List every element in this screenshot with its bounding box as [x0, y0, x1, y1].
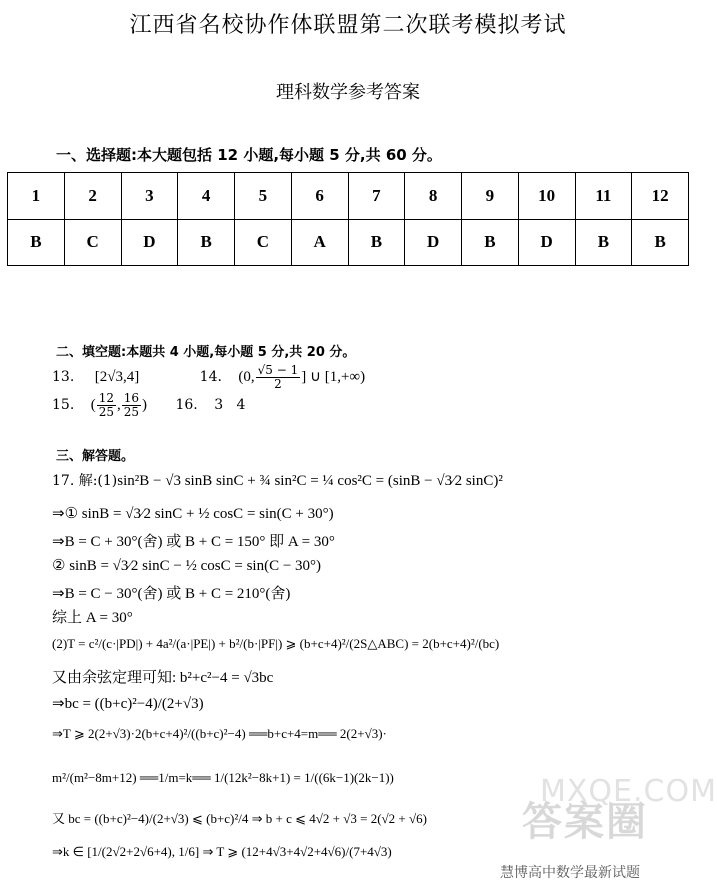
question-number: 2 [64, 173, 121, 220]
question-number: 9 [462, 173, 519, 220]
solution-line-8: 又由余弦定理可知: b²+c²−4 = √3bc [52, 670, 274, 686]
answer-choice: C [235, 219, 292, 266]
page-subtitle: 理科数学参考答案 [276, 82, 420, 103]
answer-choice: B [575, 219, 632, 266]
q13-number: 13. [52, 369, 75, 386]
question-number: 6 [291, 173, 348, 220]
question-number: 5 [235, 173, 292, 220]
answer-choice: B [462, 219, 519, 266]
solution-line-2: ⇒① sinB = √3⁄2 sinC + ½ cosC = sin(C + 30°) [52, 506, 334, 522]
q15-fraction-a [97, 392, 116, 418]
q14-answer-close: ] ∪ [1,+∞) [301, 369, 366, 386]
answer-choice: D [121, 219, 178, 266]
q14-fraction-numerator: √5 − 1 [257, 363, 299, 377]
solution-math: sin²B − √3 sinB sinC + ¾ sin²C = ¼ cos²C = (sinB − √3⁄2 sinC)² [117, 473, 503, 489]
q15-a-denominator: 25 [98, 404, 114, 419]
solution-line-9: ⇒bc = ((b+c)²−4)/(2+√3) [52, 696, 204, 712]
q16-answer: 3 4 [214, 397, 246, 414]
q15-fraction-b [122, 392, 141, 418]
answer-table-answer-row [8, 219, 689, 266]
q13-answer: [2√3,4] [94, 369, 140, 386]
fill-in-row-2: 15. ( $\frac{12}{25}$ , $\frac{16}{25}$ ) 16. 3 4 [52, 391, 246, 419]
question-number: 7 [348, 173, 405, 220]
question-number: 3 [121, 173, 178, 220]
solution-line-11: m²/(m²−8m+12) ══1/m=k══ 1/(12k²−8k+1) = 1/((6k−1)(2k−1)) [52, 770, 394, 785]
question-number: 12 [632, 173, 689, 220]
q15-number: 15. [52, 397, 75, 414]
section3-heading: 三、解答题。 [56, 449, 135, 464]
answer-table [7, 172, 689, 266]
answer-choice: D [405, 219, 462, 266]
q14-answer-open: (0, [238, 369, 255, 386]
answer-choice: B [348, 219, 405, 266]
watermark-logo: 答案圈 [522, 799, 648, 845]
q15-a-numerator: 12 [98, 391, 114, 405]
solution-line-12: 又 bc = ((b+c)²−4)/(2+√3) ⩽ (b+c)²/4 ⇒ b + c ⩽ 4√2 + √3 = 2(√2 + √6) [52, 811, 427, 826]
answer-choice: A [291, 219, 348, 266]
watermark-site: MXQE.COM [540, 774, 717, 809]
question-number: 4 [178, 173, 235, 220]
answer-choice: D [518, 219, 575, 266]
question-number: 10 [518, 173, 575, 220]
answer-choice: C [64, 219, 121, 266]
answer-choice: B [632, 219, 689, 266]
section1-heading: 一、选择题:本大题包括 12 小题,每小题 5 分,共 60 分。 [56, 146, 442, 164]
solution-line-4: ② sinB = √3⁄2 sinC − ½ cosC = sin(C − 30°) [52, 558, 322, 574]
answer-choice: B [178, 219, 235, 266]
answer-table-number-row [8, 173, 689, 220]
watermark-text: 慧博高中数学最新试题 [500, 865, 640, 881]
answer-choice: B [8, 219, 65, 266]
solution-line-3: ⇒B = C + 30°(舍) 或 B + C = 150° 即 A = 30° [52, 534, 335, 550]
q15-b-numerator: 16 [123, 391, 140, 405]
solution-line-5: ⇒B = C − 30°(舍) 或 B + C = 210°(舍) [52, 586, 291, 602]
section2-heading: 二、填空题:本题共 4 小题,每小题 5 分,共 20 分。 [56, 345, 356, 360]
q14-fraction-denominator: 2 [274, 376, 282, 391]
page-title: 江西省名校协作体联盟第二次联考模拟考试 [129, 13, 567, 38]
solution-line-6: 综上 A = 30° [52, 610, 133, 626]
fill-in-row-1 [52, 364, 365, 390]
solution-line-7: (2)T = c²/(c·|PD|) + 4a²/(a·|PE|) + b²/(b·|PF|) ⩾ (b+c+4)²/(2S△ABC) = 2(b+c+4)²/(bc) [52, 636, 500, 651]
question-number: 11 [575, 173, 632, 220]
q17-label: 17. 解:(1) [52, 473, 118, 489]
solution-line-10: ⇒T ⩾ 2(2+√3)·2(b+c+4)²/((b+c)²−4) ══b+c+4=m══ 2(2+√3)· [52, 726, 387, 741]
q14-number: 14. [199, 369, 222, 386]
q15-b-denominator: 25 [123, 404, 140, 419]
question-number: 1 [8, 173, 65, 220]
solution-line-13: ⇒k ∈ [1/(2√2+2√6+4), 1/6] ⇒ T ⩾ (12+4√3+4√2+4√6)/(7+4√3) [52, 844, 392, 859]
q16-number: 16. [175, 397, 198, 414]
solution-line-1 [52, 470, 503, 490]
q14-fraction [256, 364, 301, 390]
question-number: 8 [405, 173, 462, 220]
